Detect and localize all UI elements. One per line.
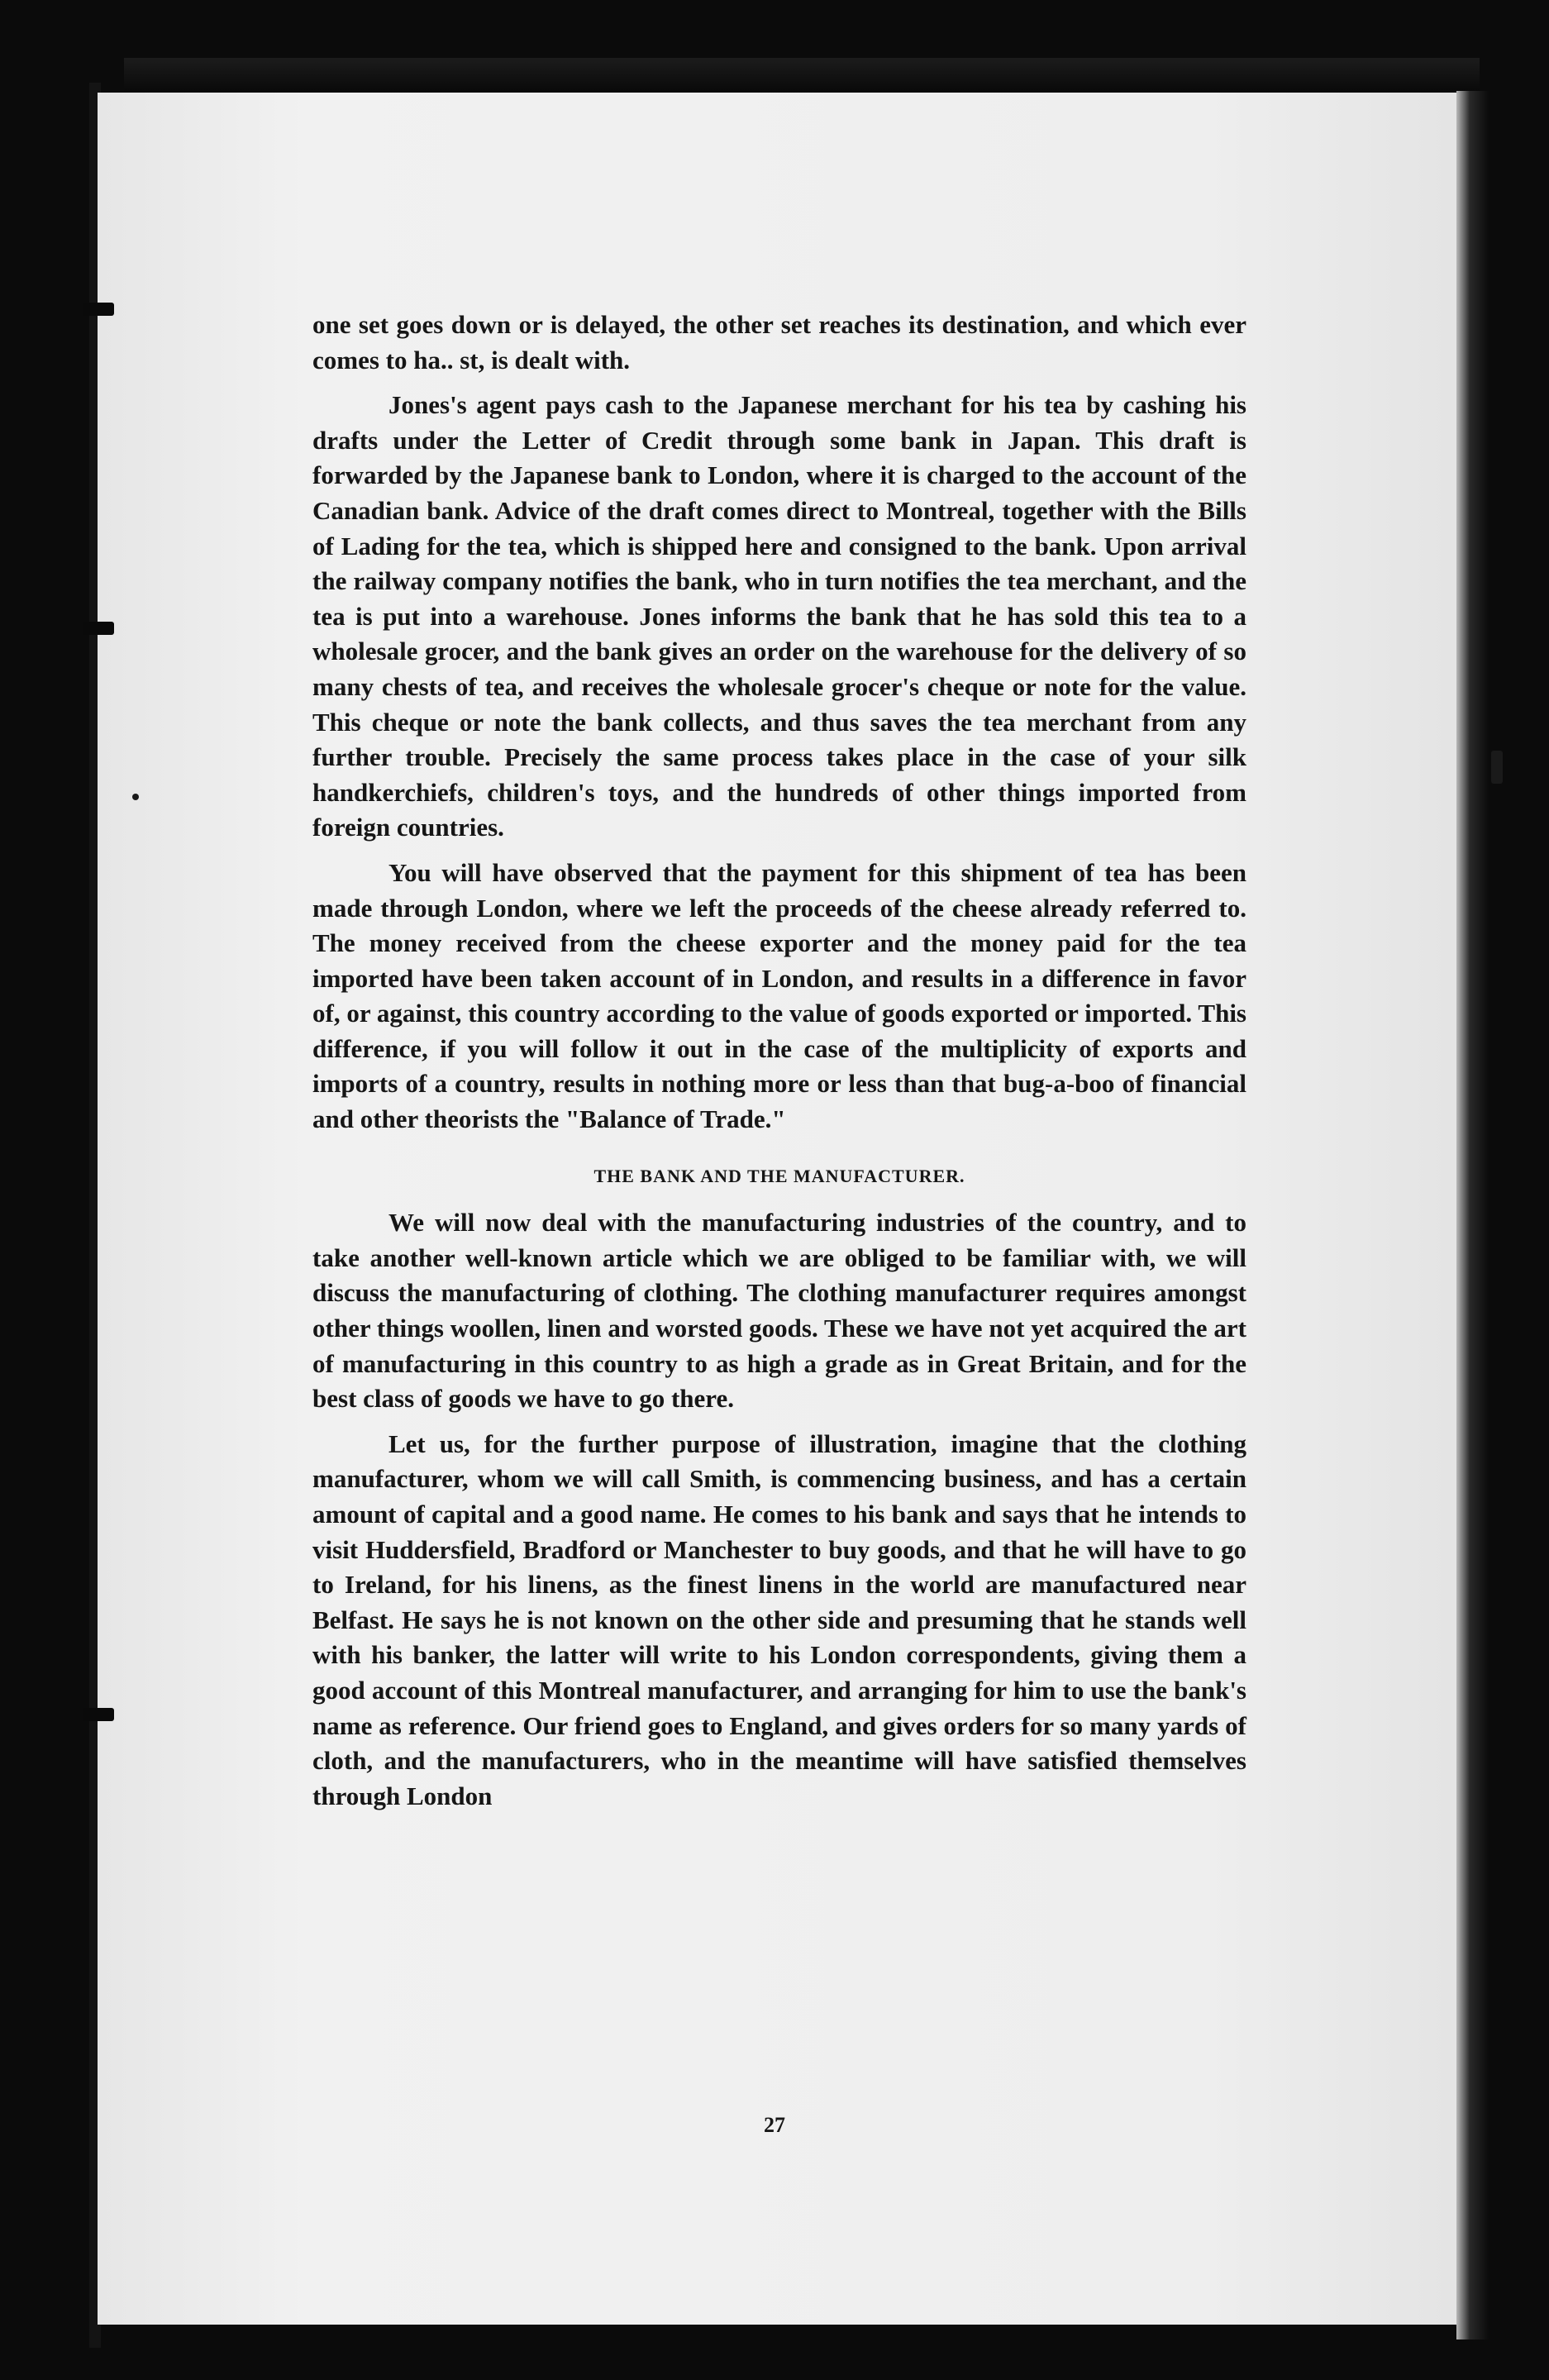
paragraph-1: one set goes down or is delayed, the other set reaches its destination, and which ever comes to ha.. st, is dealt with. xyxy=(312,310,1246,374)
scan-speck xyxy=(132,794,139,800)
scan-speck xyxy=(1491,751,1503,784)
section-heading: THE BANK AND THE MANUFACTURER. xyxy=(593,1165,965,1186)
binding-mark xyxy=(83,1708,114,1721)
paragraph-2: Jones's agent pays cash to the Japanese merchant for his tea by cashing his drafts under the Letter of Credit through some bank in Japan. This draft is forwarded by the Japanese bank to London, where it is charged to the account of the Canadian bank. Advice of the draft comes direct to Montreal, together with the Bills of Lading for the tea, which is shipped here and consigned to the bank. Upon arrival the railway company notifies the bank, who in turn notifies the tea merchant, and the tea is put into a warehouse. Jones informs the bank that he has sold this tea to a wholesale grocer, and the bank gives an order on the warehouse for the delivery of so many chests of tea, and receives the wholesale grocer's cheque or note for the value. This cheque or note the bank collects, and thus saves the tea merchant from any further trouble. Precisely the same process takes place in the case of your silk handkerchiefs, children's toys, and the hundreds of other things imported from foreign countries. xyxy=(312,390,1246,842)
binding-mark xyxy=(83,303,114,316)
paragraph-3: You will have observed that the payment for this shipment of tea has been made through London, where we left the proceeds of the cheese already referred to. The money received from the cheese exporter and the money paid for the tea imported have been taken account of in London, and results in a difference in favor of, or against, this country according to the value of goods exported or imported. This difference, if you will follow it out in the case of the multiplicity of exports and imports of a country, results in nothing more or less than that bug-a-boo of financial and other theorists the "Balance of Trade." xyxy=(312,857,1246,1134)
page-right-edge xyxy=(1456,91,1489,2339)
page-top-edge xyxy=(124,58,1480,91)
paragraph-4: We will now deal with the manufacturing industries of the country, and to take another well-known article which we are obliged to be familiar with, we will discuss the manufacturing of clothing. The clothing manufacturer requires amongst other things woollen, linen and worsted goods. These we have not yet acquired the art of manufacturing in this country to as high a grade as in Great Britain, and for the best class of goods we have to go there. xyxy=(312,1208,1246,1414)
page-number: 27 xyxy=(764,2113,785,2137)
binding-mark xyxy=(83,622,114,635)
paragraph-5: Let us, for the further purpose of illustration, imagine that the clothing manufacturer, whom we will call Smith, is commencing business, and has a certain amount of capital and a good name. He comes to his bank and says that he intends to visit Huddersfield, Bradford or Manchester to buy goods, and that he will have to go to Ireland, for his linens, as the finest linens in the world are manufactured near Belfast. He says he is not known on the other side and presuming that he stands well with his banker, the latter will write to his London correspondents, giving them a good account of this Montreal manufacturer, and arranging for him to use the bank's name as reference. Our friend goes to England, and gives orders for so many yards of cloth, and the manufacturers, who in the meantime will have satisfied themselves through London xyxy=(312,1428,1246,1810)
body-text xyxy=(312,308,1246,1824)
